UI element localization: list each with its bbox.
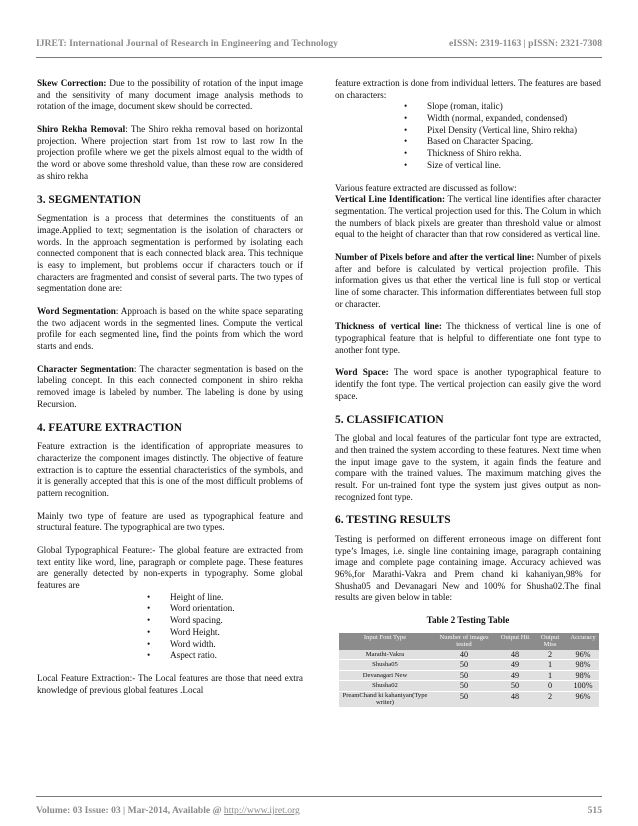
- list-item: • Width (normal, expanded, condensed): [427, 113, 601, 125]
- list-item: • Thickness of Shiro rekha.: [427, 148, 601, 160]
- list-item: • Slope (roman, italic): [427, 101, 601, 113]
- pixels-paragraph: [335, 252, 601, 310]
- testing-results-heading: 6. TESTING RESULTS: [335, 514, 451, 527]
- journal-title: IJRET: International Journal of Research in Engineering and Technology: [36, 38, 338, 49]
- vli-label: Vertical Line Identification:: [335, 194, 446, 205]
- word-seg-text-b: find the points from which the word starts and ends.: [37, 329, 303, 352]
- classification-heading: 5. CLASSIFICATION: [335, 413, 444, 426]
- npx-label: Number of Pixels before and after the vertical line:: [335, 251, 535, 262]
- table-cell: 50: [431, 691, 497, 707]
- character-features-list: [427, 101, 601, 171]
- classification-paragraph: The global and local features of the particular font type are extracted, and then trained the system according to these features. Next time when the input image gave to the system, it again finds the feature and compare with the trained values. The maximum matching gives the result. For un-trained font type the system just gives output as non-recognized font type.: [335, 433, 601, 502]
- table-cell: 48: [497, 650, 533, 660]
- skew-label: Skew Correction:: [37, 78, 107, 88]
- shiro-text: : The Shiro rekha removal based on horizontal projection. Where projection start from 1st row to last row In the projection profile where we get the pixels almost equal to the width of the word or above some threshold value, than these row are considered as shiro rekha: [37, 124, 303, 181]
- table-cell: 49: [497, 660, 533, 670]
- char-seg-text: : The character segmentation is based on the labeling concept. In this each connected component in shiro rekha removed image is labeled by number. The labeling is done by using Recursion.: [37, 363, 303, 409]
- table-cell: 2: [533, 650, 567, 660]
- table-cell: 50: [431, 660, 497, 670]
- segmentation-heading: 3. SEGMENTATION: [37, 193, 142, 206]
- table-cell: PreamChand ki kahaniyan(Type writer): [339, 691, 431, 707]
- column-header: Output Hit: [497, 633, 533, 650]
- table-cell: 2: [533, 691, 567, 707]
- word-seg-text-a: : Approach is based on the white space separating the two adjacent words in the segmented lines. Compute the vertical profile for each segmented line: [37, 306, 303, 340]
- skew-text: Due to the possibility of rotation of the input image and the sensitivity of many document image analysis methods to rotation of the image, document skew should be corrected.: [37, 78, 303, 112]
- local-continuation-paragraph: feature extraction is done from individual letters. The features are based on characters:: [335, 78, 601, 100]
- table-cell: 98%: [567, 670, 599, 680]
- table-row: [339, 681, 599, 691]
- running-footer: [36, 805, 602, 816]
- global-features-list: [170, 592, 303, 662]
- npx-text: Number of pixels after and before is calculated by vertical projection profile. This information gives us that ether the vertical line is full stop or vertical line of some character. This information differentiates between full stop or character.: [335, 251, 601, 309]
- column-header: Output Miss: [533, 633, 567, 650]
- segmentation-paragraph: Segmentation is a process that determines the constituents of an image.Applied to text; segmentation is the isolation of characters or words. In the approach segmentation is performed by isolating each connected component that is each connected black area. This technique is easy to implement, but problems occur if characters touch or if characters are fragmented and consist of several parts. The two types of segmentation done are:: [37, 213, 303, 294]
- column-header: Accuracy: [567, 633, 599, 650]
- feature-extraction-heading: 4. FEATURE EXTRACTION: [37, 421, 183, 434]
- list-item: • Based on Character Spacing.: [427, 136, 601, 148]
- table-caption: Table 2 Testing Table: [426, 615, 510, 626]
- left-column: [37, 78, 303, 696]
- table-cell: 1: [533, 660, 567, 670]
- list-item: • Aspect ratio.: [170, 650, 303, 662]
- table-row: [339, 660, 599, 670]
- right-column: [335, 78, 601, 708]
- list-item: • Size of vertical line.: [427, 160, 601, 172]
- column-header: Input Font Type: [339, 633, 431, 650]
- ws-text: The word space is another typographical feature to identify the font type. The vertical projection can easily give the word space.: [335, 367, 601, 401]
- list-item: • Word Height.: [170, 627, 303, 639]
- table-cell: Devanagari New: [339, 670, 431, 680]
- various-features-line: Various feature extracted are discussed as follow:: [335, 182, 517, 193]
- table-row: [339, 691, 599, 707]
- local-features-paragraph: Local Feature Extraction:- The Local features are those that need extra knowledge of previous global features .Local: [37, 672, 303, 695]
- word-segmentation-paragraph: [37, 306, 303, 353]
- table-cell: 40: [431, 650, 497, 660]
- table-cell: 49: [497, 670, 533, 680]
- column-header: Number of images tested: [431, 633, 497, 650]
- vertical-line-paragraph: [335, 194, 601, 241]
- header-rule: [36, 57, 602, 58]
- footer-volume: [36, 805, 300, 816]
- global-features-paragraph: Global Typographical Feature:- The global feature are extracted from text entity like word, line, paragraph or complete page. These features are generally detected by non-experts in typography. Some global features are: [37, 545, 303, 591]
- table-cell: 1: [533, 670, 567, 680]
- table-row: [339, 650, 599, 660]
- table-cell: 50: [431, 670, 497, 680]
- list-item: • Pixel Density (Vertical line, Shiro rekha): [427, 125, 601, 137]
- word-seg-comma: ,: [156, 329, 159, 340]
- table-row: [339, 670, 599, 680]
- page-number: 515: [587, 805, 602, 816]
- thickness-paragraph: [335, 321, 601, 356]
- feature-extraction-paragraph: Feature extraction is the identification of appropriate measures to characterize the component images distinctly. The objective of feature extraction is to capture the essential characteristics of the symbols, and it is generally accepted that this is one of the most difficult problems of pattern recognition.: [37, 441, 303, 498]
- issn-text: eISSN: 2319-1163 | pISSN: 2321-7308: [449, 38, 602, 49]
- shiro-paragraph: [37, 124, 303, 182]
- skew-paragraph: [37, 78, 303, 113]
- table-cell: Marathi-Vakra: [339, 650, 431, 660]
- table-cell: 50: [497, 681, 533, 691]
- table-header-row: [339, 633, 599, 650]
- list-item: • Word width.: [170, 639, 303, 651]
- shiro-label: Shiro Rekha Removal: [37, 124, 126, 135]
- testing-results-paragraph: Testing is performed on different erroneous image on different font type’s Images, i.e. single line containing image, paragraph containing image and complete page containing image. Accuracy achieved was 96%,for Marathi-Vakra and Prem chand ki kahaniyan,98% for Shusha05 and Devanagari New and 100% for Shusha02.The final results are given below in table:: [335, 534, 601, 603]
- table-cell: Shusha02: [339, 681, 431, 691]
- volume-text: Volume: 03 Issue: 03 | Mar-2014, Available @: [36, 805, 224, 816]
- running-header: [36, 38, 602, 49]
- vli-text: The vertical line identifies after character segmentation. The vertical projection used for this. The Colum in which the numbers of black pixels are greater than threshold value or almost equal to the height of character than that row considered as vertical line.: [335, 194, 602, 240]
- word-space-paragraph: [335, 367, 601, 402]
- testing-table: [339, 633, 599, 708]
- table-cell: 96%: [567, 691, 599, 707]
- list-item: • Height of line.: [170, 592, 303, 604]
- list-item: • Word spacing.: [170, 615, 303, 627]
- thick-text: The thickness of vertical line is one of typographical feature that is helpful to differentiate one font type to another font type.: [335, 321, 601, 355]
- feature-types-paragraph: Mainly two type of feature are used as typographical feature and structural feature. The typographical are two types.: [37, 510, 303, 533]
- thick-label: Thickness of vertical line:: [335, 321, 442, 332]
- char-seg-label: Character Segmentation: [37, 363, 134, 374]
- table-cell: Shusha05: [339, 660, 431, 670]
- table-cell: 98%: [567, 660, 599, 670]
- table-cell: 96%: [567, 650, 599, 660]
- table-cell: 50: [431, 681, 497, 691]
- ws-label: Word Space:: [335, 367, 389, 378]
- character-segmentation-paragraph: [37, 364, 303, 411]
- journal-link[interactable]: http://www.ijret.org: [223, 805, 300, 816]
- footer-rule: [36, 796, 602, 797]
- table-cell: 0: [533, 681, 567, 691]
- table-cell: 100%: [567, 681, 599, 691]
- list-item: • Word orientation.: [170, 603, 303, 615]
- word-seg-label: Word Segmentation: [37, 306, 116, 316]
- table-cell: 48: [497, 691, 533, 707]
